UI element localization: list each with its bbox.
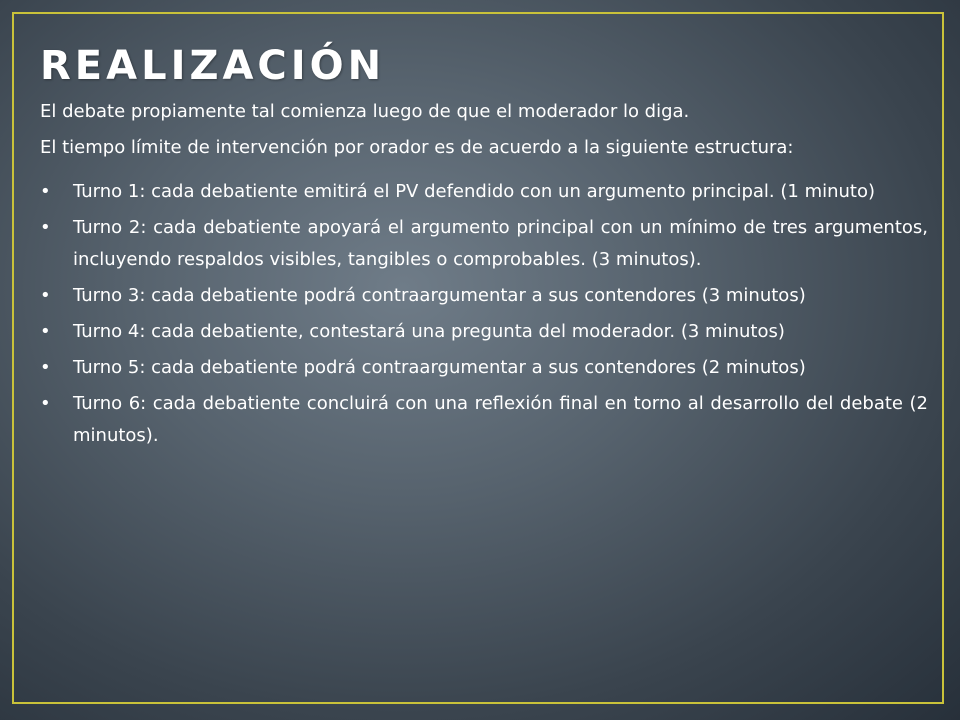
bullet-icon: • (40, 321, 51, 342)
turn-text: Turno 1: cada debatiente emitirá el PV defendido con un argumento principal. (1 minuto) (73, 181, 876, 202)
bullet-icon: • (40, 357, 51, 378)
intro-paragraph: El debate propiamente tal comienza luego de que el moderador lo diga. (40, 101, 690, 122)
bullet-icon: • (40, 393, 51, 414)
list-item (40, 212, 928, 276)
bullet-icon: • (40, 181, 51, 202)
list-item (40, 316, 928, 348)
bullet-icon: • (40, 285, 51, 306)
slide-title: REALIZACIÓN (40, 43, 386, 89)
turn-text: Turno 4: cada debatiente, contestará una pregunta del moderador. (3 minutos) (73, 321, 785, 342)
intro-paragraph: El tiempo límite de intervención por orador es de acuerdo a la siguiente estructura: (40, 137, 794, 158)
turn-text: Turno 2: cada debatiente apoyará el argumento principal con un mínimo de tres argumentos, incluyendo respaldos visibles, tangibles o comprobables. (3 minutos). (73, 217, 928, 270)
list-item (40, 280, 928, 312)
slide-content (40, 96, 928, 456)
bullet-icon: • (40, 217, 51, 238)
turn-text: Turno 3: cada debatiente podrá contraargumentar a sus contendores (3 minutos) (73, 285, 806, 306)
list-item (40, 388, 928, 452)
turn-text: Turno 6: cada debatiente concluirá con una reflexión final en torno al desarrollo del debate (2 minutos). (73, 393, 928, 446)
list-item (40, 176, 928, 208)
turn-text: Turno 5: cada debatiente podrá contraargumentar a sus contendores (2 minutos) (73, 357, 806, 378)
list-item (40, 352, 928, 384)
turns-list (40, 176, 928, 452)
